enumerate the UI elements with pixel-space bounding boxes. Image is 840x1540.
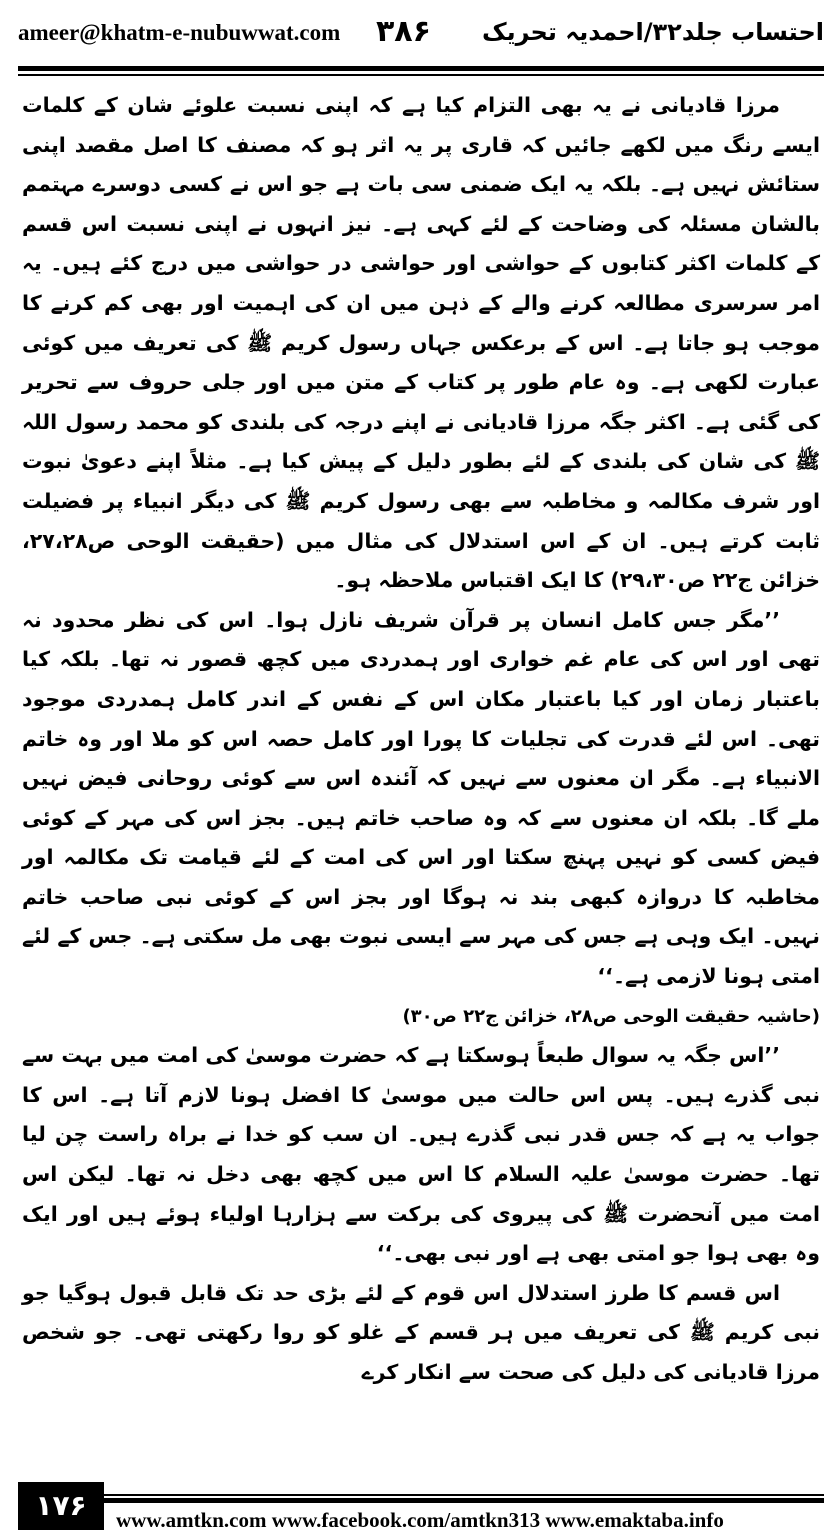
body-text bbox=[22, 86, 820, 1393]
page-footer bbox=[18, 1489, 824, 1534]
quote-2: ’’اس جگہ یہ سوال طبعاً ہوسکتا ہے کہ حضرت موسیٰ کی امت میں بہت سے نبی گذرے ہیں۔ پس اس حالت میں موسیٰ کا افضل ہونا لازم آتا ہے۔ اس کا جواب یہ ہے کہ جس قدر نبی گذرے ہیں۔ ان سب کو خدا نے براہ راست چن لیا تھا۔ حضرت موسیٰ علیہ السلام کا اس میں کچھ بھی دخل نہ تھا۔ لیکن اس امت میں آنحضرت ﷺ کی پیروی کی برکت سے ہزارہا اولیاء ہوئے ہیں اور ایک وہ بھی ہوا جو امتی بھی ہے اور نبی بھی۔‘‘ bbox=[22, 1043, 820, 1266]
footer-urls: www.amtkn.com www.facebook.com/amtkn313 www.emaktaba.info bbox=[116, 1508, 724, 1532]
paragraph-2: اس قسم کا طرز استدلال اس قوم کے لئے بڑی حد تک قابل قبول ہوگیا جو نبی کریم ﷺ کی تعریف میں ہر قسم کے غلو کو روا رکھتی تھی۔ جو شخص مرزا قادیانی کی دلیل کی صحت سے انکار کرے bbox=[22, 1280, 820, 1384]
footer-rule-thin bbox=[18, 1494, 824, 1496]
header-email: ameer@khatm-e-nubuwwat.com bbox=[18, 20, 341, 45]
header-rule-thick bbox=[18, 66, 824, 71]
header-rule-thin bbox=[18, 74, 824, 76]
paragraph-1: مرزا قادیانی نے یہ بھی التزام کیا ہے کہ اپنی نسبت علوئے شان کے کلمات ایسے رنگ میں لکھے جائیں کہ قاری پر یہ اثر ہو کہ مصنف کا اصل مقصد اپنی ستائش نہیں ہے۔ بلکہ یہ ایک ضمنی سی بات ہے جو اس نے کسی دوسرے مہتمم بالشان مسئلہ کی وضاحت کے لئے کہی ہے۔ نیز انہوں نے اپنی نسبت اس قسم کے کلمات اکثر کتابوں کے حواشی اور حواشی در حواشی میں درج کئے ہیں۔ یہ امر سرسری مطالعہ کرنے والے کے ذہن میں ان کی اہمیت اور بھی کم کرنے کا موجب ہو جاتا ہے۔ اس کے برعکس جہاں رسول کریم ﷺ کی تعریف میں کوئی عبارت لکھی ہے۔ وہ عام طور پر کتاب کے متن میں اور جلی حروف سے تحریر کی گئی ہے۔ اکثر جگہ مرزا قادیانی نے اپنے درجہ کی بلندی کو محمد رسول اللہ ﷺ کی شان کی بلندی کے لئے بطور دلیل کے پیش کیا ہے۔ مثلاً اپنے دعویٰ نبوت اور شرف مکالمہ و مخاطبہ سے بھی رسول کریم ﷺ کی دیگر انبیاء پر فضیلت ثابت کرتے ہیں۔ ان کے اس استدلال کی مثال میں (حقیقت الوحی ص۲۷،۲۸، خزائن ج۲۲ ص۲۹،۳۰) کا ایک اقتباس ملاحظہ ہو۔ bbox=[22, 93, 820, 593]
footer-folio: ۱۷۶ bbox=[18, 1482, 104, 1530]
header-book-title: احتساب جلد۳۲/احمدیہ تحریک bbox=[482, 18, 824, 46]
quote-1: ’’مگر جس کامل انسان پر قرآن شریف نازل ہوا۔ اس کی نظر محدود نہ تھی اور اس کی عام غم خواری اور ہمدردی میں کچھ قصور نہ تھا۔ بلکہ کیا باعتبار زمان اور کیا باعتبار مکان اس کے نفس کے اندر کامل ہمدردی موجود تھی۔ اس لئے قدرت کی تجلیات کا پورا اور کامل حصہ اس کو ملا اور وہ خاتم الانبیاء ہے۔ مگر ان معنوں سے نہیں کہ آئندہ اس سے کوئی روحانی فیض نہیں ملے گا۔ بلکہ ان معنوں سے کہ وہ صاحب خاتم ہیں۔ بجز اس کی مہر کے کوئی فیض کسی کو نہیں پہنچ سکتا اور اس کی امت کے لئے قیامت تک مکالمہ اور مخاطبہ کا دروازہ کبھی بند نہ ہوگا اور بجز اس کے کوئی نبی صاحب خاتم نہیں۔ ایک وہی ہے جس کی مہر سے ایسی نبوت بھی مل سکتی ہے۔ جس کے لئے امتی ہونا لازمی ہے۔‘‘ bbox=[22, 607, 820, 989]
header-page-number: ۳۸۶ bbox=[376, 14, 431, 49]
page-header bbox=[18, 16, 824, 62]
quote-1-source: (حاشیہ حقیقت الوحی ص۲۸، خزائن ج۲۲ ص۳۰) bbox=[402, 1005, 820, 1027]
footer-rule-thick bbox=[18, 1498, 824, 1503]
